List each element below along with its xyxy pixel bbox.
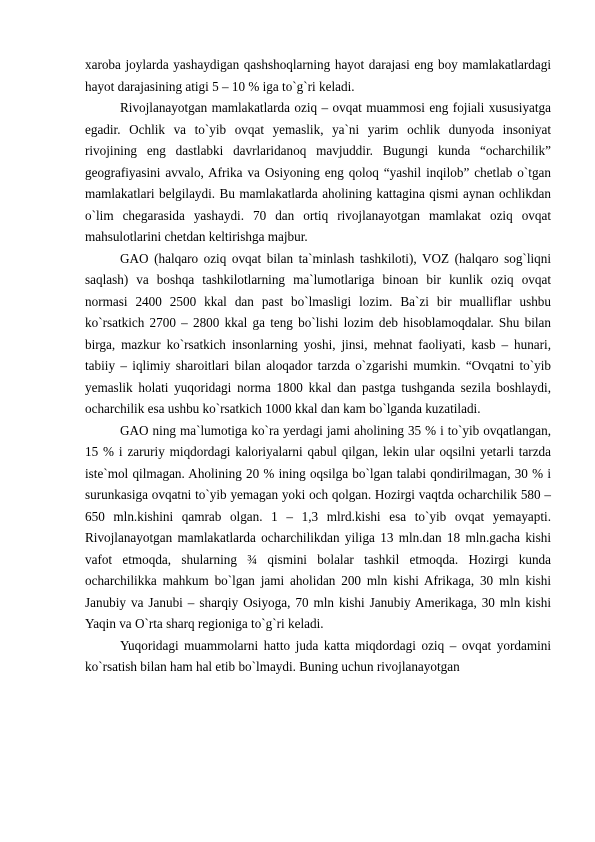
document-page xyxy=(85,54,551,678)
paragraph-food-problem: Rivojlanayotgan mamlakatlarda oziq – ovqat muammosi eng fojiali xususiyatga egadir. Ochlik va to`yib ovqat yemaslik, ya`ni yarim ochlik dunyoda insoniyat rivojining eng dastlabki davrlaridanoq mavjuddir. Bugungi kunda “ocharchilik” geografiyasini avvalo, Afrika va Osiyoning eng qoloq “yashil inqilob” chetlab o`tgan mamlakatlari belgilaydi. Bu mamlakatlarda aholining kattagina qismi aynan ochlikdan o`lim chegarasida yashaydi. 70 dan ortiq rivojlanayotgan mamlakat oziq ovqat mahsulotlarini chetdan keltirishga majbur. xyxy=(85,100,551,244)
paragraph-solutions: Yuqoridagi muammolarni hatto juda katta miqdordagi oziq – ovqat yordamini ko`rsatish bilan ham hal etib bo`lmaydi. Buning uchun rivojlanayotgan xyxy=(85,637,551,674)
paragraph-continuation: xaroba joylarda yashaydigan qashshoqlarning hayot darajasi eng boy mamlakatlardagi hayot darajasining atigi 5 – 10 % iga to`g`ri keladi. xyxy=(85,57,551,94)
paragraph-gao-statistics: GAO ning ma`lumotiga ko`ra yerdagi jami aholining 35 % i to`yib ovqatlangan, 15 % i zaruriy miqdordagi kaloriyalarni qabul qilgan, lekin ular oqsilni yetarli tarzda iste`mol qilmagan. Aholining 20 % ining oqsilga bo`lgan talabi qondirilmagan, 30 % i surunkasiga ovqatni to`yib yemagan yoki och qolgan. Hozirgi vaqtda ocharchilik 580 – 650 mln.kishini qamrab olgan. 1 – 1,3 mlrd.kishi esa to`yib ovqat yemayapti. Rivojlanayotgan mamlakatlarda ocharchilikdan yiliga 13 mln.dan 18 mln.gacha kishi vafot etmoqda, shularning ¾ qismini bolalar tashkil etmoqda. Hozirgi kunda ocharchilikka mahkum bo`lgan jami aholidan 200 mln kishi Afrikaga, 30 mln kishi Janubiy va Janubi – sharqiy Osiyoga, 70 mln kishi Janubiy Amerikaga, 30 mln kishi Yaqin va O`rta sharq regioniga to`g`ri keladi. xyxy=(85,422,551,631)
paragraph-gao-norms: GAO (halqaro oziq ovqat bilan ta`minlash tashkiloti), VOZ (halqaro sog`liqni saqlash) va boshqa tashkilotlarning ma`lumotlariga binoan bir kunlik oziq ovqat normasi 2400 2500 kkal dan past bo`lmasligi lozim. Ba`zi bir mualliflar ushbu ko`rsatkich 2700 – 2800 kkal ga teng bo`lishi lozim deb hisoblamoqdalar. Shu bilan birga, mazkur ko`rsatkich insonlarning yoshi, jinsi, mehnat faoliyati, kasb – hunari, tabiiy – iqlimiy sharoitlari bilan aloqador tarzda o`zgarishi mumkin. “Ovqatni to`yib yemaslik holati yuqoridagi norma 1800 kkal dan pastga tushganda sezila boshlaydi, ocharchilik esa ushbu ko`rsatkich 1000 kkal dan kam bo`lganda kuzatiladi. xyxy=(85,250,551,416)
